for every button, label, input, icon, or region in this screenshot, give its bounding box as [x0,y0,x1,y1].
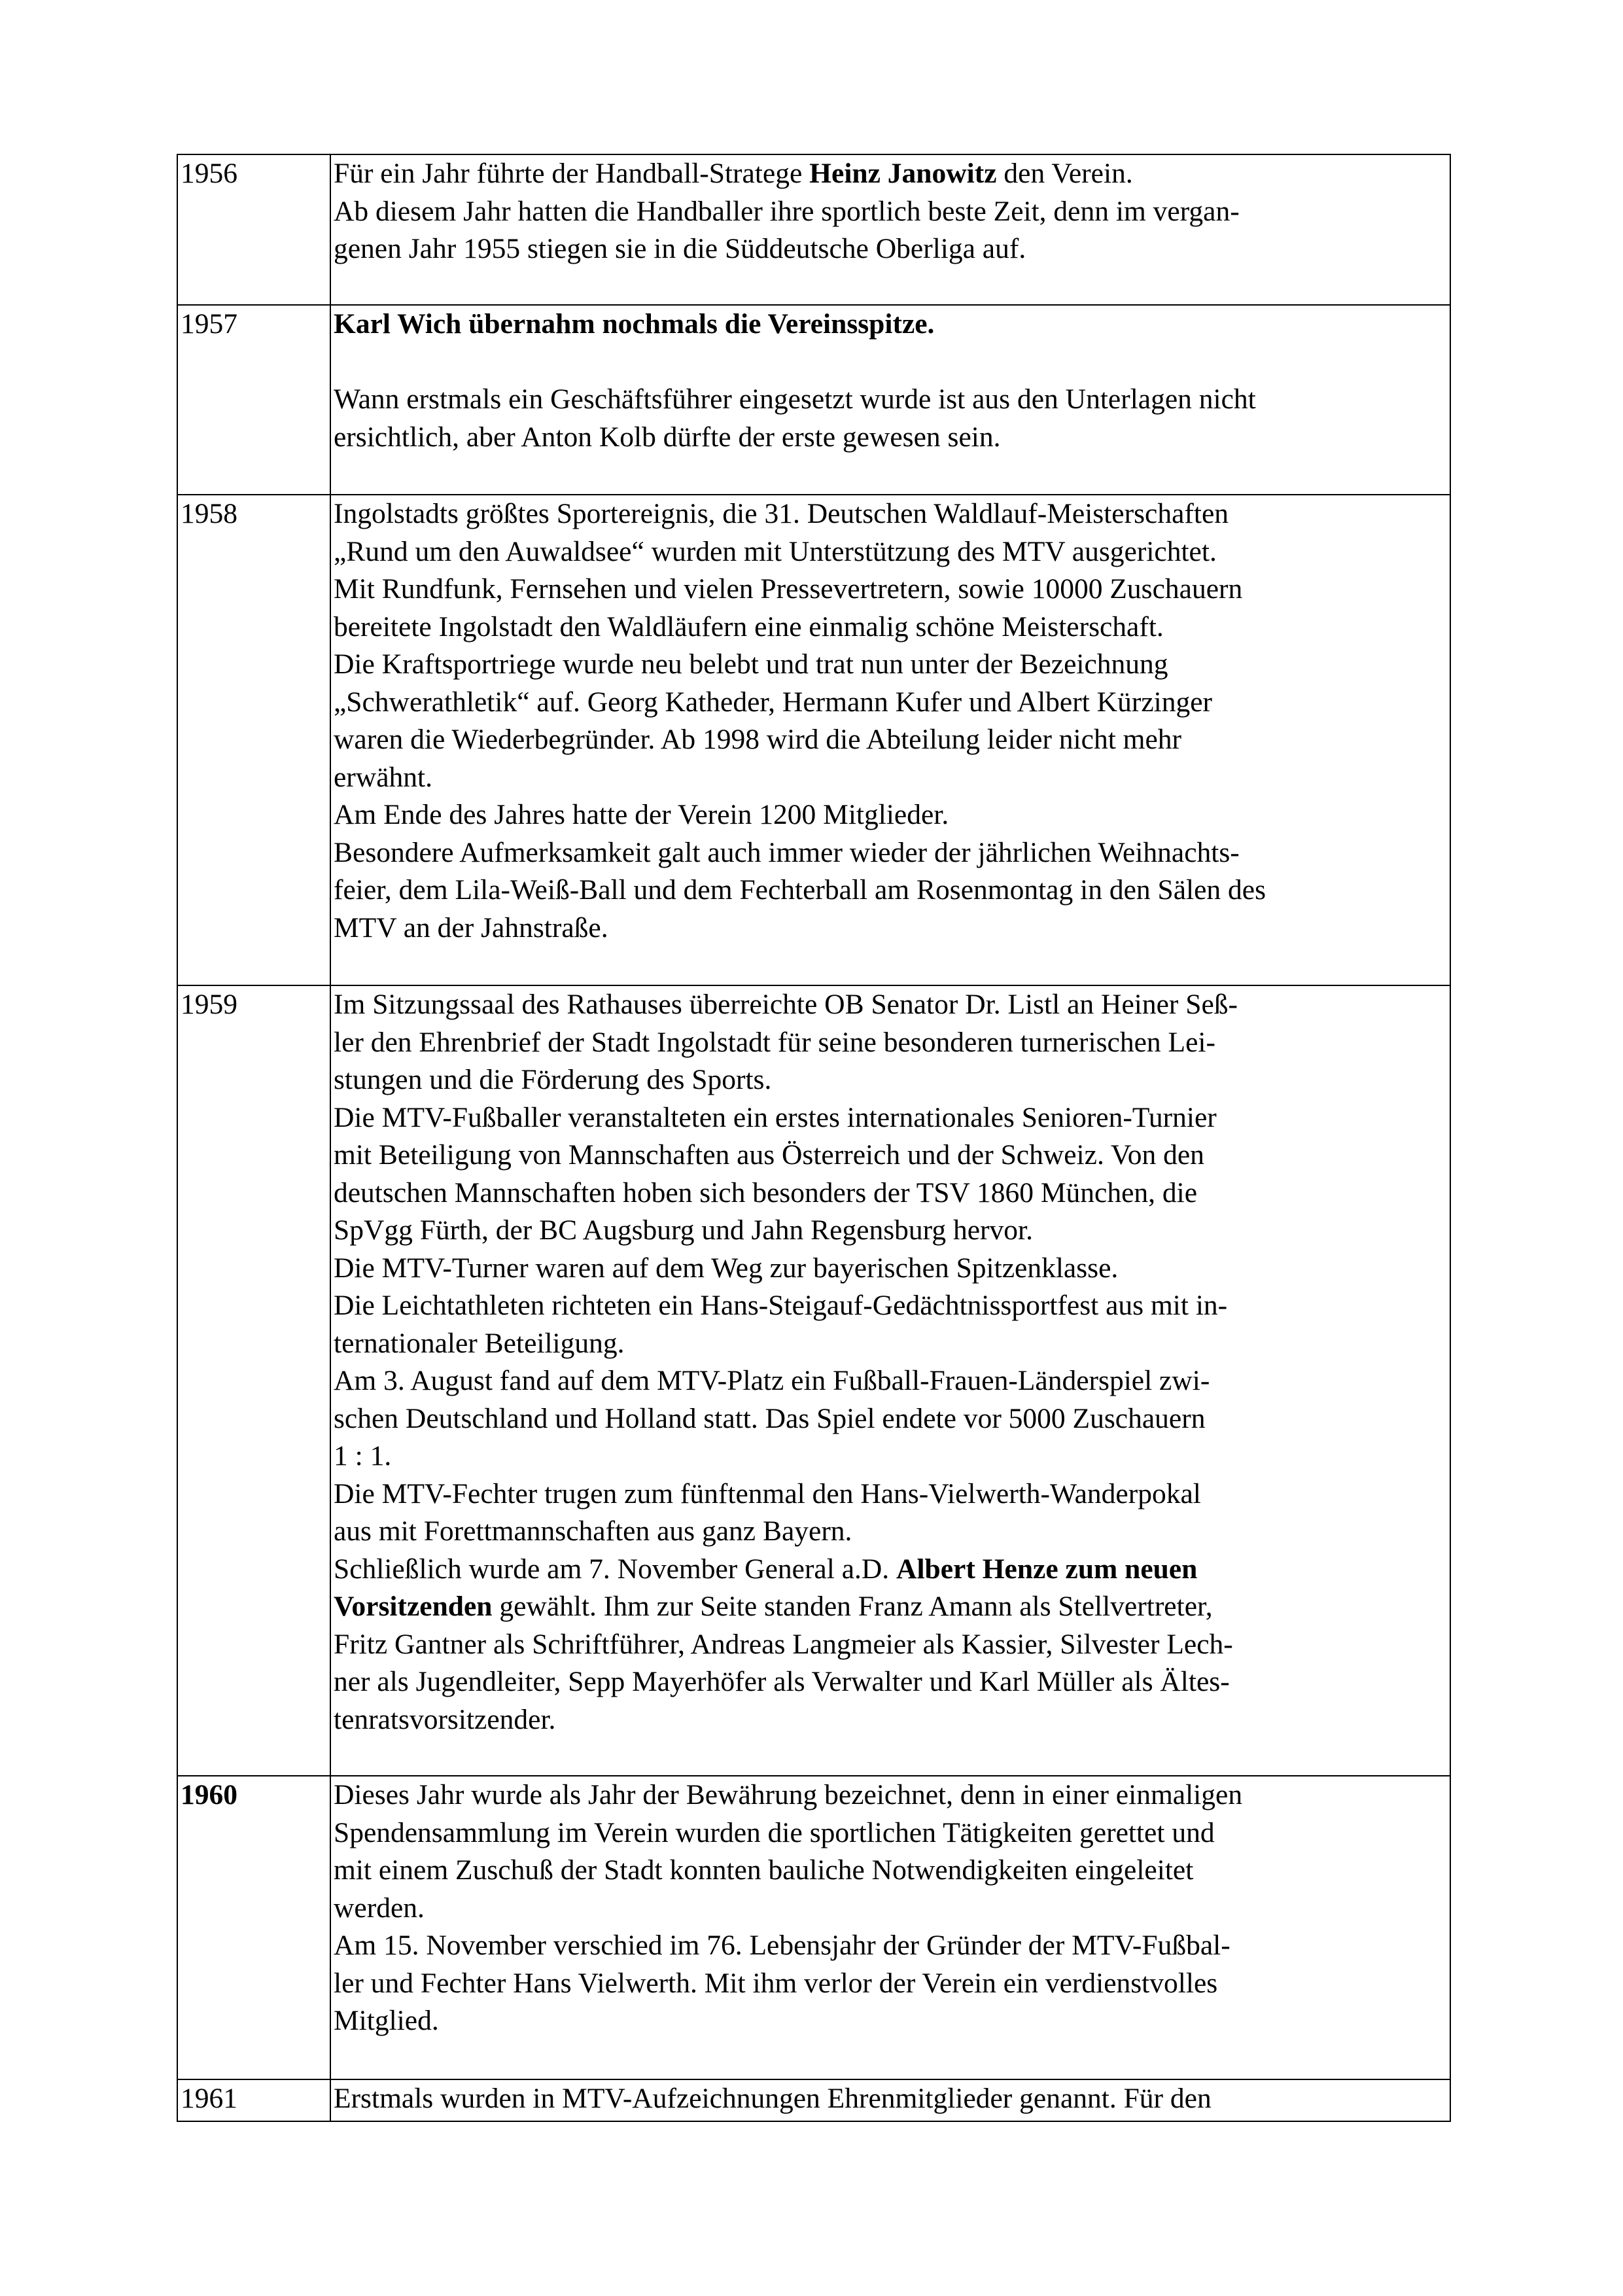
entry-line: ler den Ehrenbrief der Stadt Ingolstadt für seine besonderen turnerischen Lei- [334,1026,1215,1058]
entry-line: „Schwerathletik“ auf. Georg Katheder, Hermann Kufer und Albert Kürzinger [334,686,1213,718]
entry-line: Mit Rundfunk, Fernsehen und vielen Pressevertretern, sowie 10000 Zuschauern [334,573,1243,605]
entry-line: deutschen Mannschaften hoben sich besonders der TSV 1860 München, die [334,1176,1198,1209]
entry-line: Am 15. November verschied im 76. Lebensjahr der Gründer der MTV-Fußbal- [334,1930,1230,1961]
entry-cell [330,305,1450,495]
entry-line: Ab diesem Jahr hatten die Handballer ihre sportlich beste Zeit, denn im vergan- [334,195,1240,227]
year-cell: 1957 [177,305,330,495]
table-row [177,985,1450,1776]
entry-line: Die Kraftsportriege wurde neu belebt und trat nun unter der Bezeichnung [334,648,1168,680]
table-row [177,305,1450,495]
entry-line: Dieses Jahr wurde als Jahr der Bewährung bezeichnet, denn in einer einmaligen [334,1779,1243,1810]
entry-line: Die Leichtathleten richteten ein Hans-Steigauf-Gedächtnissportfest aus mit in- [334,1290,1228,1321]
entry-line: Vorsitzenden gewählt. Ihm zur Seite standen Franz Amann als Stellvertreter, [334,1591,1213,1622]
entry-line: Ingolstadts größtes Sportereignis, die 31. Deutschen Waldlauf-Meisterschaften [334,498,1229,529]
table-row [177,154,1450,305]
entry-line: bereitete Ingolstadt den Waldläufern eine einmalig schöne Meisterschaft. [334,610,1164,643]
entry-line: ternationaler Beteiligung. [334,1327,625,1359]
entry-line: Die MTV-Fechter trugen zum fünftenmal den Hans-Vielwerth-Wanderpokal [334,1477,1201,1510]
chronicle-table [177,154,1451,2122]
entry-line: Für ein Jahr führte der Handball-Stratege Heinz Janowitz den Verein. [334,158,1133,189]
entry-line: schen Deutschland und Holland statt. Das Spiel endete vor 5000 Zuschauern [334,1402,1206,1434]
entry-line: Die MTV-Fußballer veranstalteten ein erstes internationales Senioren-Turnier [334,1101,1217,1133]
year-cell: 1961 [177,2079,330,2121]
entry-line: stungen und die Förderung des Sports. [334,1064,772,1095]
entry-heading: Karl Wich übernahm nochmals die Vereinsspitze. [334,308,935,340]
entry-line: ersichtlich, aber Anton Kolb dürfte der erste gewesen sein. [334,421,1001,453]
entry-line: Erstmals wurden in MTV-Aufzeichnungen Ehrenmitglieder genannt. Für den [334,2083,1212,2114]
entry-line: aus mit Forettmannschaften aus ganz Bayern. [334,1515,852,1547]
entry-line: Besondere Aufmerksamkeit galt auch immer wieder der jährlichen Weihnachts- [334,836,1240,868]
entry-line: werden. [334,1892,425,1924]
entry-line: ler und Fechter Hans Vielwerth. Mit ihm verlor der Verein ein verdienstvolles [334,1967,1218,1999]
entry-line: Mitglied. [334,2005,439,2036]
entry-line: erwähnt. [334,761,432,793]
entry-cell [330,985,1450,1776]
entry-line: Die MTV-Turner waren auf dem Weg zur bayerischen Spitzenklasse. [334,1252,1119,1284]
entry-line: Am Ende des Jahres hatte der Verein 1200 Mitglieder. [334,799,949,830]
year-cell: 1960 [177,1776,330,2079]
entry-cell [330,2079,1450,2121]
entry-line: MTV an der Jahnstraße. [334,911,608,944]
entry-line: mit einem Zuschuß der Stadt konnten bauliche Notwendigkeiten eingeleitet [334,1854,1194,1886]
entry-line: Fritz Gantner als Schriftführer, Andreas Langmeier als Kassier, Silvester Lech- [334,1628,1233,1660]
entry-line: ner als Jugendleiter, Sepp Mayerhöfer als Verwalter und Karl Müller als Ältes- [334,1666,1230,1697]
entry-cell [330,154,1450,305]
entry-line: Wann erstmals ein Geschäftsführer eingesetzt wurde ist aus den Unterlagen nicht [334,383,1256,415]
entry-line: Schließlich wurde am 7. November General a.D. Albert Henze zum neuen [334,1553,1198,1585]
table-row [177,2079,1450,2121]
entry-line: „Rund um den Auwaldsee“ wurden mit Unterstützung des MTV ausgerichtet. [334,535,1217,567]
entry-line: feier, dem Lila-Weiß-Ball und dem Fechterball am Rosenmontag in den Sälen des [334,874,1266,906]
entry-line: Am 3. August fand auf dem MTV-Platz ein Fußball-Frauen-Länderspiel zwi- [334,1365,1210,1396]
entry-line: Im Sitzungssaal des Rathauses überreichte OB Senator Dr. Listl an Heiner Seß- [334,989,1238,1020]
year-cell: 1958 [177,495,330,985]
entry-line: Spendensammlung im Verein wurden die sportlichen Tätigkeiten gerettet und [334,1816,1215,1848]
table-row [177,1776,1450,2079]
year-cell: 1956 [177,154,330,305]
entry-line: mit Beteiligung von Mannschaften aus Österreich und der Schweiz. Von den [334,1139,1204,1171]
entry-cell [330,1776,1450,2079]
entry-line: waren die Wiederbegründer. Ab 1998 wird die Abteilung leider nicht mehr [334,724,1182,755]
entry-line: genen Jahr 1955 stiegen sie in die Süddeutsche Oberliga auf. [334,233,1026,264]
entry-line: SpVgg Fürth, der BC Augsburg und Jahn Regensburg hervor. [334,1214,1033,1246]
entry-line: 1 : 1. [334,1440,392,1472]
entry-line: tenratsvorsitzender. [334,1703,556,1735]
year-cell: 1959 [177,985,330,1776]
paragraph-gap [334,344,1446,381]
table-row [177,495,1450,985]
entry-cell [330,495,1450,985]
